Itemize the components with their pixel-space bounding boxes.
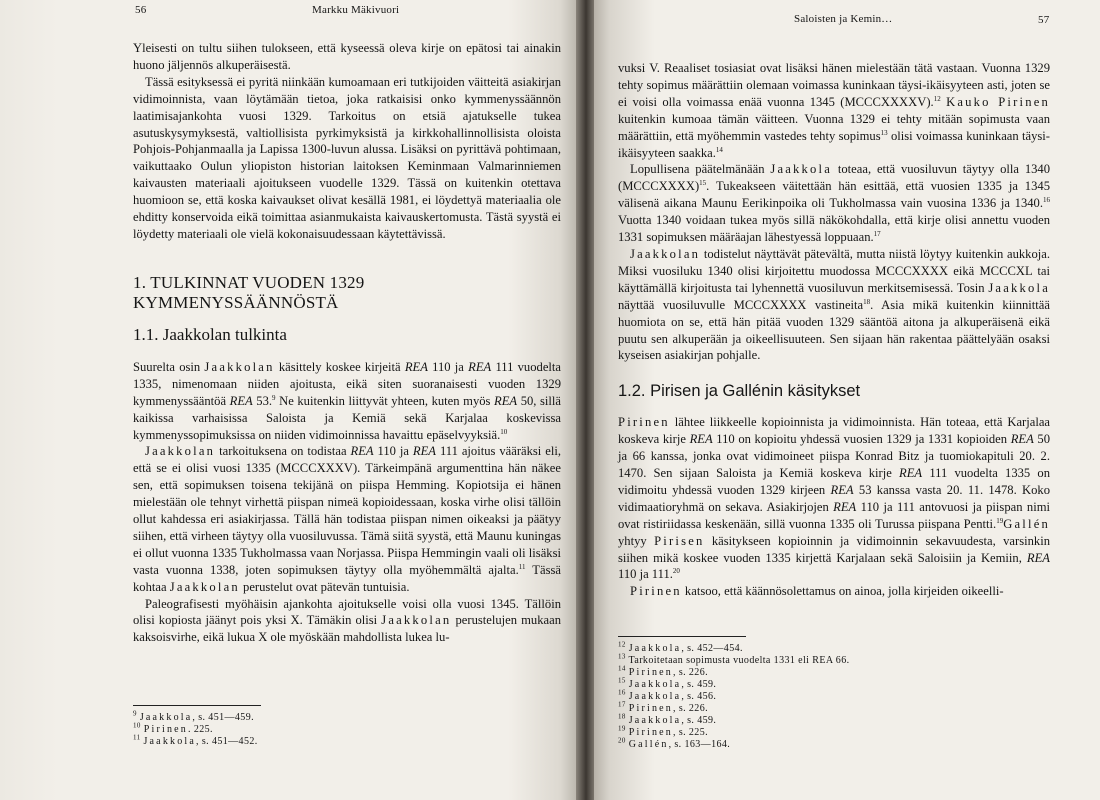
footnote-number: 9 [133, 709, 137, 718]
footnote [133, 721, 433, 736]
footnote-ref[interactable]: 12 [933, 94, 941, 103]
footnote-ref[interactable]: 13 [880, 128, 888, 137]
text-run: perustelut ovat pätevän tuntuisia. [239, 579, 410, 594]
footnote [618, 736, 918, 751]
paragraph [618, 583, 1050, 600]
text-run: 110 ja 111 antovuosi ja piispan nimi ovat ristiriidassa keskenään, sillä vuonna 1335 oli Turussa piispana Pentti. [618, 499, 1050, 531]
footnote [133, 709, 433, 724]
text-run: perustelujen mukaan kaksoisvirhe, eikä lukua X ole myöskään mahdollista lukea lu- [133, 613, 561, 645]
text-run: käsitykseen kopioinnin ja vidimoinnin sekavuudesta, varsinkin siihen mikä koskee vuoden 1335 kirjettä Karjalaan sekä Saloisiin ja Kemiin, [618, 533, 1051, 565]
text-run: Paleografisesti myöhäisin ajankohta ajoitukselle voisi olla vuosi 1345. Tällöin olisi kopiosta jäänyt pois yksi X. Tämäkin olisi [133, 596, 561, 628]
author-name: Jaakkolan [145, 444, 216, 459]
footnote-number: 16 [618, 688, 626, 697]
book-gutter [576, 0, 596, 800]
footnote [618, 676, 918, 691]
author-name: Pirinen [630, 584, 682, 599]
source-ref: REA [1026, 550, 1050, 565]
text-run: yhtyy [618, 533, 655, 548]
text-run: 50 ja 66 kanssa, jonka ovat vidimoineet piispa Konrad Bitz ja tuomiokapituli 20. 2. 1470. Sen sijaan Saloista ja Kemiä koskeva kirje [618, 432, 1050, 481]
text-run: Tässä kohtaa [133, 562, 561, 594]
running-head-left: Markku Mäkivuori [312, 4, 400, 16]
text-run: . Asia mikä kuitenkin kiinnittää huomiota on se, että hän pitää vuoden 1329 sääntöä aitona ja alkuperäisenä eikä puutu sen alkuperään ja oikeellisuuteen. Sen sijaan hän rakentaa päättelyään osaksi kyseisen asiakirjan pohjalle. [618, 297, 1050, 363]
author-name: Jaakkola [770, 162, 833, 177]
paragraph: Yleisesti on tultu siihen tulokseen, että kyseessä oleva kirje on epätosi tai ainakin huono jäljennös alkuperäisestä. [133, 41, 561, 72]
author-name: Jaakkola [628, 643, 682, 654]
footnote-number: 12 [618, 640, 626, 649]
footnote-rule [618, 636, 746, 637]
footnote-ref[interactable]: 10 [500, 427, 508, 436]
author-name: Jaakkolan [381, 613, 452, 628]
footnote-number: 17 [618, 700, 626, 709]
footnote-number: 15 [618, 676, 626, 685]
source-ref: REA [412, 444, 437, 459]
text-run: 111 vuodelta 1335 on vidimoitu yhdessä vuoden 1329 kirjeen [618, 466, 1050, 497]
footnote-ref[interactable]: 20 [672, 567, 680, 576]
author-name: Pirinen [628, 727, 674, 738]
text-run: 110 ja [427, 359, 469, 374]
source-ref: REA [830, 482, 854, 497]
source-ref: REA [404, 359, 428, 374]
text-run: Suurelta osin [133, 359, 205, 374]
footnote-text: , s. 226. [673, 703, 709, 714]
footnote-number: 18 [618, 712, 626, 721]
text-run: todistelut näyttävät pätevältä, mutta niistä löytyy kuitenkin aukkoja. Miksi vuosiluku 1340 olisi kirjoitettu muodossa MCCCXXXX eikä MCCCXL tai käyttämällä kirjoitusta tai lyhennettä vuosiluvun merkitsemisessä. Tosin [618, 246, 1050, 295]
text-run: toteaa, että vuosiluvun täytyy olla 1340 (MCCCXXXX) [618, 162, 1051, 194]
paragraph [133, 359, 561, 444]
text-run: olisi voimassa kuninkaan täysi-ikäisyyteen saakka. [618, 128, 1050, 160]
footnote-text: Tarkoitetaan sopimusta vuodelta 1331 eli REA 66. [628, 655, 850, 666]
footnote-text: , s. 452—454. [681, 643, 743, 654]
footnote [618, 640, 918, 655]
left-body [133, 40, 561, 646]
source-ref: REA [689, 432, 713, 447]
author-name: Jaakkola [143, 736, 197, 747]
footnote-text: , s. 451—452. [196, 736, 258, 747]
text-run: . Tukeakseen väitettään hän esittää, että vuosien 1335 ja 1345 välisenä aikana Maunu Eerikinpoika oli Tukholmassa vain vuosina 1336 ja 1340. [618, 179, 1050, 211]
text-run: Vuotta 1340 voidaan tukea myös sillä näkökohdalla, että kirje olisi annettu vuoden 1331 sopimuksen määräajan lähestyessä loppuaan. [618, 213, 1050, 245]
footnote-ref[interactable]: 19 [996, 516, 1004, 525]
author-name: Jaakkolan [630, 246, 701, 261]
source-ref: REA [1010, 432, 1034, 447]
paragraph: Tässä esityksessä ei pyritä niinkään kumoamaan eri tutkijoiden väitteitä asiakirjan vidimoinnista, vaan löytämään tietoa, joka ratkaisisi onko kymmenyssäännön laatimisajankohta vuosi 1329. Tarkoitus on etsiä ajatukselle tukea asutuskysymyksestä, valtiollisista pyrkimyksistä ja kirkkohallinnollisista oloista Pohjois-Pohjanmaalla ja Lapissa 1300-luvun alussa. Lisäksi on pyrittävä pohtimaan, vaikuttaako Oulun yliopiston historian laitoksen Keminmaan Valmarinniemen kaivausten materiaali ajoitukseen vuodelle 1329. Tässä on kuitenkin otettava huomioon se, että koska kaivaukset olivat kesällä 1981, ei löydettyä materiaalia ole ehditty konservoida eikä toimittaa asianmukaista kaivauskertomusta. Tästä syystä ei löydetty materiaali ole vielä kokonaisuudessaan käytettävissä. [133, 74, 561, 241]
footnotes-left [133, 705, 433, 748]
author-name: Pirinen [628, 703, 674, 714]
footnote-ref[interactable]: 15 [699, 179, 707, 188]
author-name: Jaakkolan [204, 359, 275, 374]
footnote-text: , s. 456. [681, 691, 717, 702]
right-body [618, 60, 1050, 600]
footnote [618, 724, 918, 739]
text-run: lähtee liikkeelle kopioinnista ja vidimoinnista. Hän toteaa, että Karjalaa koskeva kirje [618, 415, 1050, 447]
footnote-text: , s. 459. [681, 715, 717, 726]
paragraph [618, 60, 1050, 161]
source-ref: REA [350, 444, 374, 459]
footnote-ref[interactable]: 9 [272, 393, 276, 402]
text-run: käsittely koskee kirjeitä [274, 359, 405, 374]
source-ref: REA [494, 393, 518, 408]
author-name: Jaakkola [628, 679, 682, 690]
text-run: katsoo, että käännösolettamus on ainoa, jolla kirjeiden oikeelli- [681, 584, 1004, 599]
author-name: Jaakkola [988, 280, 1050, 295]
author-name: Pirinen [618, 415, 670, 430]
text-run: vuksi V. Reaaliset tosiasiat ovat lisäksi hänen mielestään tätä vastaan. Vuonna 1329 tehty sopimus määrättiin olemaan voimassa kuninkaan täysi-ikäisyyteen asti, joten se ei voisi olla voimassa enää vuonna 1345 (MCCCXXXXV). [618, 61, 1050, 109]
footnote-text: , s. 163—164. [668, 739, 731, 750]
footnote [133, 733, 433, 748]
author-name: Gallén [1003, 516, 1050, 531]
footnote-number: 11 [133, 733, 141, 742]
text-run: Lopullisena päätelmänään [630, 162, 771, 177]
text-run: 111 vuodelta 1335, nimenomaan niiden ajoitusta, eikä siten suoranaisesti vuoden 1329 kymmenyssääntöä [133, 359, 561, 408]
paragraph [133, 443, 561, 595]
text-run: 53. [252, 393, 273, 408]
text-run: 50, sillä kaikissa varhaisissa Saloista ja Kemiä sekä Karjalaa koskevissa kymmenyssopimuksissa on niiden vidimoinnissa havaittu epäselvyyksiä. [133, 393, 562, 442]
paragraph [618, 246, 1050, 364]
text-run: 53 kanssa vasta 20. 11. 1478. Koko vidimaatioryhmä on sekava. Asiakirjojen [618, 482, 1050, 514]
footnote-number: 10 [133, 721, 141, 730]
text-run: 110 ja [373, 444, 413, 459]
section-heading: 1.1. Jaakkolan tulkinta [133, 324, 287, 344]
source-ref: REA [899, 466, 923, 481]
author-name: Jaakkola [139, 712, 193, 723]
footnote-ref[interactable]: 17 [873, 229, 881, 238]
paragraph [618, 161, 1050, 246]
author-name: Jaakkolan [169, 579, 240, 594]
source-ref: REA [833, 499, 857, 514]
page-number-left: 56 [135, 4, 147, 16]
footnote-number: 13 [618, 652, 626, 661]
footnote-rule [133, 705, 261, 706]
page-number-right: 57 [1038, 14, 1050, 26]
footnote-ref[interactable]: 11 [518, 562, 526, 571]
text-run: 111 ajoitus vääräksi eli, että se ei olisi vuosi 1335 (MCCCXXXV). Tärkeimpänä argumenttina hän näkee sen, että sopimuksen toisena tekijänä on piispa Hemming. Kopiotsija ei hänen mielestään ole tehnyt virhettä piispan nimeä kopioidessaan, koska virhe olisi tällöin ollut kahdessa eri asiakirjassa. Tällä hän todistaa piispan nimen oikeaksi ja päätyy siihen, että virheen täytyy olla vuosiluvussa. Tämä siitä syystä, että Maunu kuningas ei ollut vuonna 1335 Tukholmassa vaan Norjassa. Piispa Hemmingin vaali oli lisäksi vasta vuonna 1338, joten sopimuksen täytyy olla myöhemmältä ajalta. [133, 444, 561, 577]
footnote-text: . 225. [188, 724, 213, 735]
footnote-number: 20 [618, 736, 626, 745]
footnote [618, 688, 918, 703]
author-name: Jaakkola [628, 715, 682, 726]
footnote-ref[interactable]: 16 [1043, 196, 1050, 205]
footnote-number: 19 [618, 724, 626, 733]
text-run: näyttää vuosiluvulle MCCCXXXX vastineita [618, 297, 864, 312]
footnote-text: , s. 226. [673, 667, 709, 678]
author-name: Jaakkola [628, 691, 682, 702]
footnote-ref[interactable]: 18 [863, 297, 871, 306]
section-heading: 1.2. Pirisen ja Gallénin käsitykset [618, 382, 861, 401]
footnote [618, 652, 918, 667]
text-run: tarkoituksena on todistaa [215, 444, 351, 459]
source-ref: REA [468, 359, 492, 374]
author-name: Gallén [628, 739, 669, 750]
running-head-right: Saloisten ja Kemin… [794, 13, 893, 25]
text-run: Ne kuitenkin liittyvät yhteen, kuten myös [275, 393, 495, 408]
text-run: kuitenkin kumoaa tämän väitteen. Vuonna 1329 ei tehty mitään sopimusta vaan määrättiin, että myöhemmin vastedes tehty sopimus [618, 111, 1050, 143]
footnotes-right [618, 636, 918, 751]
author-name: Pirinen [628, 667, 674, 678]
right-page [594, 0, 1100, 800]
author-name: Pirisen [654, 533, 705, 548]
source-ref: REA [229, 393, 253, 408]
footnote [618, 664, 918, 679]
footnote-text: , s. 459. [681, 679, 717, 690]
paragraph [133, 596, 561, 647]
author-name: Pirinen [143, 724, 189, 735]
author-name: Kauko Pirinen [946, 94, 1050, 109]
footnote-text: , s. 225. [673, 727, 709, 738]
footnote [618, 712, 918, 727]
footnote-ref[interactable]: 14 [715, 145, 723, 154]
footnote [618, 700, 918, 715]
footnote-text: , s. 451—459. [192, 712, 254, 723]
paragraph [618, 414, 1050, 583]
text-run: 110 ja 111. [618, 567, 673, 582]
text-run: 110 on kopioitu yhdessä vuosien 1329 ja 1331 kopioiden [712, 432, 1011, 447]
footnote-number: 14 [618, 664, 626, 673]
chapter-heading: 1. TULKINNAT VUODEN 1329 KYMMENYSSÄÄNNÖSTÄ [133, 272, 365, 312]
